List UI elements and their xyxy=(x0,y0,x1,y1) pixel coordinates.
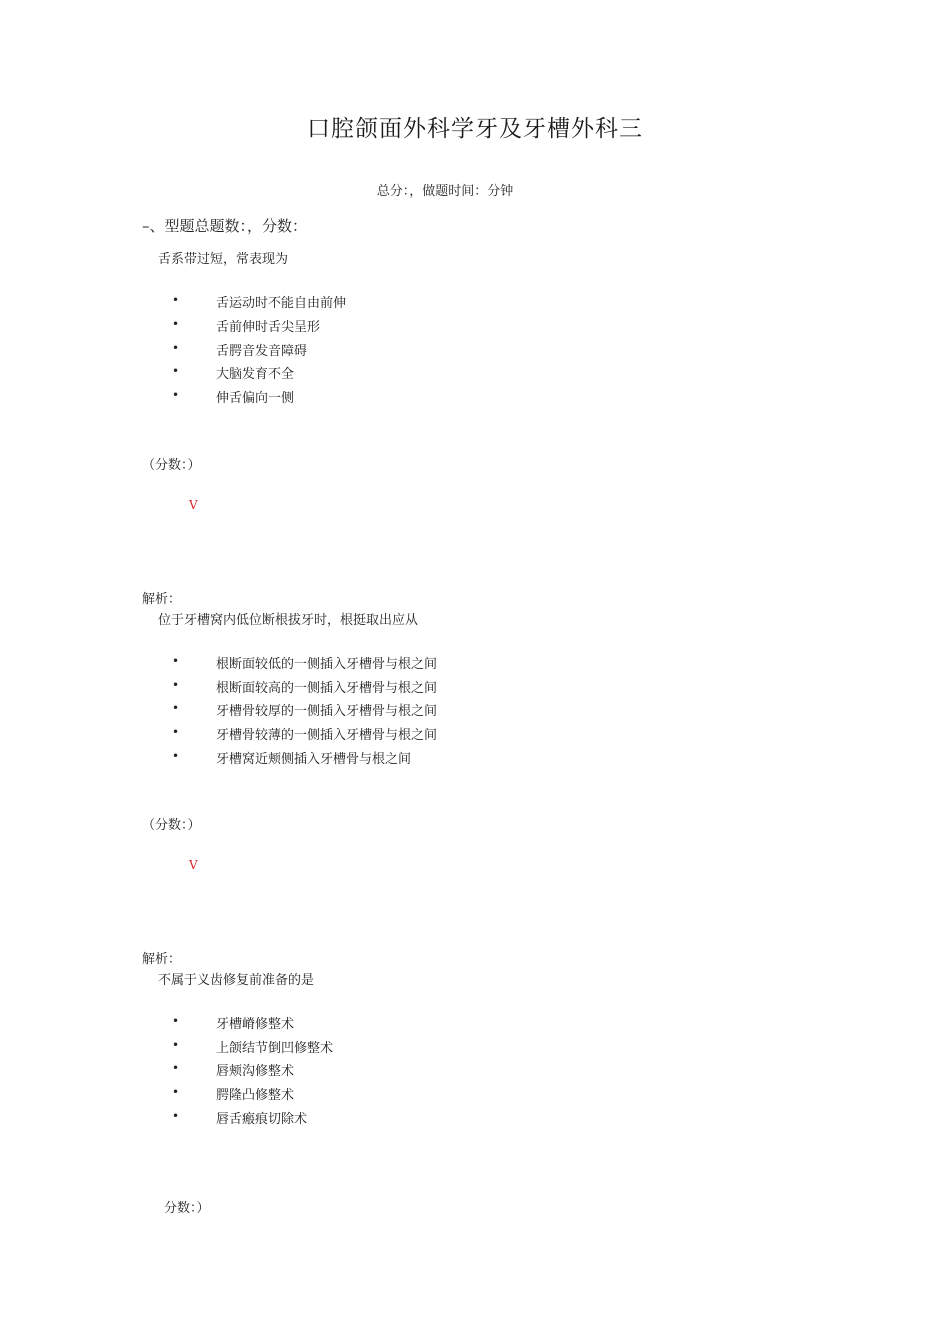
bullet-icon: • xyxy=(172,701,180,715)
bullet-icon: • xyxy=(172,1085,180,1099)
bullet-icon: • xyxy=(172,1109,180,1123)
option-text: 唇舌瘢痕切除术 xyxy=(216,1112,308,1127)
bullet-icon: • xyxy=(172,749,180,763)
bullet-icon: • xyxy=(172,388,180,402)
bullet-icon: • xyxy=(172,678,180,692)
bullet-icon: • xyxy=(172,1038,180,1052)
option-text: 伸舌偏向一侧 xyxy=(216,391,295,406)
score-label: （分数：） xyxy=(142,818,201,833)
option-text: 牙槽骨较厚的一侧插入牙槽骨与根之间 xyxy=(216,704,438,719)
bullet-icon: • xyxy=(172,293,180,307)
question-stem: 不属于义齿修复前准备的是 xyxy=(158,973,315,988)
option-text: 舌前伸时舌尖呈形 xyxy=(216,320,321,335)
question-stem: 位于牙槽窝内低位断根拔牙时，根挺取出应从 xyxy=(158,613,419,628)
option-text: 牙槽嵴修整术 xyxy=(216,1017,295,1032)
bullet-icon: • xyxy=(172,364,180,378)
bullet-icon: • xyxy=(172,725,180,739)
analysis-label: 解析： xyxy=(142,952,182,967)
bullet-icon: • xyxy=(172,341,180,355)
bullet-icon: • xyxy=(172,654,180,668)
option-text: 唇颊沟修整术 xyxy=(216,1064,295,1079)
analysis-label: 解析： xyxy=(142,592,182,607)
score-label: 分数：） xyxy=(164,1201,210,1216)
option-text: 舌腭音发音障碍 xyxy=(216,344,308,359)
bullet-icon: • xyxy=(172,1061,180,1075)
question-stem: 舌系带过短，常表现为 xyxy=(158,252,289,267)
option-text: 牙槽窝近颊侧插入牙槽骨与根之间 xyxy=(216,752,412,767)
section-heading: –、型题总题数：，分数： xyxy=(142,217,308,235)
option-text: 根断面较低的一侧插入牙槽骨与根之间 xyxy=(216,657,438,672)
option-text: 上颌结节倒凹修整术 xyxy=(216,1041,334,1056)
score-time-line: 总分：，做题时间：分钟 xyxy=(376,184,514,199)
option-text: 舌运动时不能自由前伸 xyxy=(216,296,347,311)
bullet-icon: • xyxy=(172,317,180,331)
score-label: （分数：） xyxy=(142,458,201,473)
option-text: 大脑发育不全 xyxy=(216,367,295,382)
answer-check-mark: V xyxy=(189,498,198,512)
page-title: 口腔颌面外科学牙及牙槽外科三 xyxy=(307,116,643,142)
bullet-icon: • xyxy=(172,1014,180,1028)
option-text: 根断面较高的一侧插入牙槽骨与根之间 xyxy=(216,681,438,696)
answer-check-mark: V xyxy=(189,858,198,872)
option-text: 腭隆凸修整术 xyxy=(216,1088,295,1103)
option-text: 牙槽骨较薄的一侧插入牙槽骨与根之间 xyxy=(216,728,438,743)
